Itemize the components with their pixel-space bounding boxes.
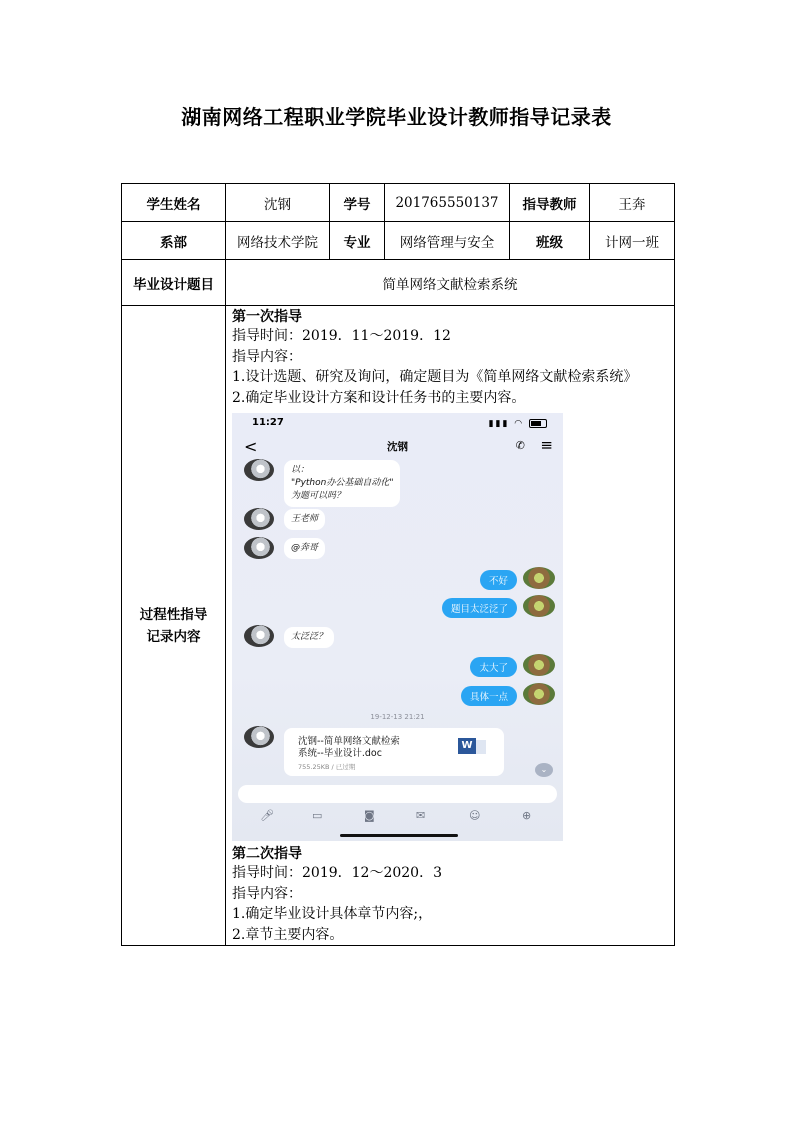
file-attachment: [284, 728, 504, 776]
envelope-icon: ✉: [416, 809, 426, 822]
first-guidance-time: 指导时间：2019．11～2019．12: [232, 328, 451, 344]
first-guidance-item-1: 1.设计选题、研究及询问，确定题目为《简单网络文献检索系统》: [232, 369, 638, 385]
chat-reply: 太大了: [470, 657, 517, 677]
guidance-label: [122, 306, 226, 946]
contact-avatar: [244, 726, 274, 748]
contact-avatar: [244, 508, 274, 530]
row-dept-info: [122, 222, 675, 260]
message-input: [238, 785, 557, 803]
file-size: 755.25KB / 已过期: [298, 763, 356, 771]
phone-status-bar: [232, 413, 563, 435]
name-label: 学生姓名: [122, 184, 226, 222]
second-guidance-time: 指导时间：2019．12～2020．3: [232, 865, 442, 881]
chat-reply: 不好: [480, 570, 517, 590]
row-guidance: [122, 306, 675, 946]
row-student-info: [122, 184, 675, 222]
chat-contact-name: 沈钢: [387, 441, 408, 453]
first-guidance-content-label: 指导内容：: [232, 348, 302, 365]
row-topic: [122, 260, 675, 306]
guidance-content: [226, 306, 675, 946]
topic-label: 毕业设计题目: [122, 260, 226, 306]
second-guidance-content-label: 指导内容：: [232, 885, 302, 902]
back-arrow-icon: <: [244, 437, 258, 456]
second-guidance-heading: 第二次指导: [232, 846, 302, 862]
home-indicator: [340, 834, 458, 837]
chat-message: 太泛泛？: [284, 627, 334, 648]
self-avatar: [523, 567, 555, 589]
file-name: 沈钢--简单网络文献检索 系统--毕业设计.doc: [298, 736, 400, 759]
scroll-down-icon: ⌄: [535, 763, 553, 777]
chat-toolbar: [232, 809, 563, 823]
contact-avatar: [244, 459, 274, 481]
self-avatar: [523, 595, 555, 617]
class-label: 班级: [510, 222, 590, 260]
id-value: 201765550137: [385, 184, 510, 222]
contact-avatar: [244, 537, 274, 559]
teacher-value: 王奔: [590, 184, 675, 222]
chat-message: @奔哥: [284, 538, 325, 559]
contact-avatar: [244, 625, 274, 647]
major-label: 专业: [330, 222, 385, 260]
signal-wifi-battery-icon: ▮▮▮ ◠: [489, 419, 547, 429]
dept-value: 网络技术学院: [226, 222, 330, 260]
camera-icon: ◙: [364, 809, 375, 822]
page-title: 湖南网络工程职业学院毕业设计教师指导记录表: [181, 105, 612, 129]
first-guidance-heading: 第一次指导: [232, 309, 302, 325]
guidance-label-line1: 过程性指导: [139, 606, 208, 623]
chat-header: [232, 437, 563, 459]
topic-value: 简单网络文献检索系统: [226, 260, 675, 306]
word-doc-icon: W: [458, 738, 476, 754]
second-guidance-item-2: 2.章节主要内容。: [232, 926, 344, 943]
chat-reply: 题目太泛泛了: [442, 598, 517, 618]
message-timestamp: 19-12-13 21:21: [370, 713, 425, 721]
emoji-icon: ☺: [469, 809, 481, 822]
image-icon: ▭: [312, 809, 323, 822]
second-guidance-item-1: 1.确定毕业设计具体章节内容;，: [232, 906, 433, 922]
microphone-icon: 🎤︎: [260, 809, 274, 822]
class-value: 计网一班: [590, 222, 675, 260]
self-avatar: [523, 683, 555, 705]
chat-screenshot: [232, 413, 563, 841]
record-table: [121, 183, 675, 946]
chat-message: 以： "Python办公基础自动化" 为题可以吗？: [284, 460, 400, 507]
guidance-label-line2: 记录内容: [146, 628, 201, 645]
menu-icon: ≡: [540, 436, 553, 454]
self-avatar: [523, 654, 555, 676]
first-guidance-item-2: 2.确定毕业设计方案和设计任务书的主要内容。: [232, 389, 526, 406]
major-value: 网络管理与安全: [385, 222, 510, 260]
name-value: 沈钢: [226, 184, 330, 222]
status-time: 11:27: [252, 417, 284, 428]
id-label: 学号: [330, 184, 385, 222]
dept-label: 系部: [122, 222, 226, 260]
teacher-label: 指导教师: [510, 184, 590, 222]
phone-call-icon: ✆: [515, 439, 525, 452]
plus-icon: ⊕: [522, 809, 532, 822]
chat-reply: 具体一点: [461, 686, 517, 706]
chat-message: 王老师: [284, 509, 325, 530]
